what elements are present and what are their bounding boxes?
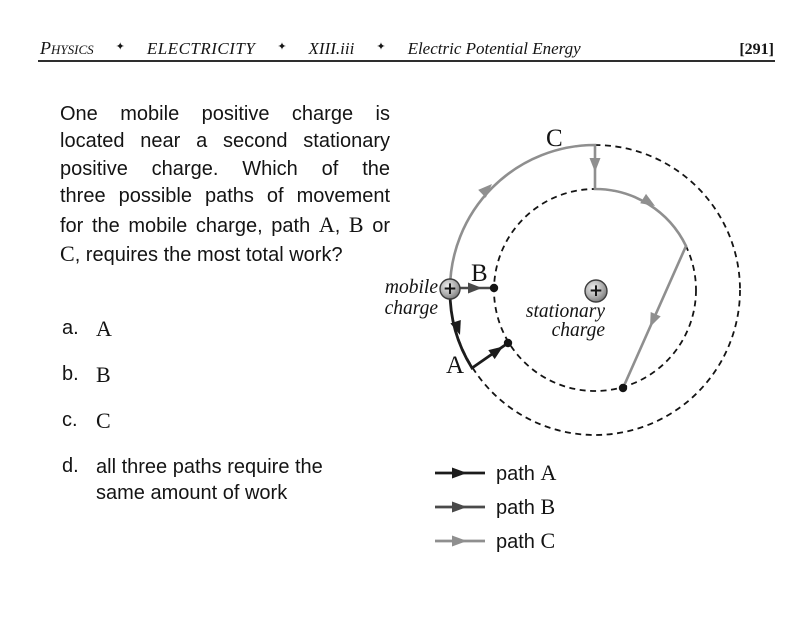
header-topic: Electric Potential Energy — [407, 39, 581, 58]
path-b-endpoint-dot — [490, 284, 498, 292]
diamond-separator-icon: ✦ — [115, 41, 125, 53]
legend-label: path B — [496, 494, 556, 519]
label-path-a: A — [446, 352, 465, 379]
question-line: for the mobile charge, path A, B or — [60, 211, 390, 237]
question-text — [60, 101, 390, 269]
path-c-arrowhead — [590, 158, 601, 172]
label-path-c: C — [546, 125, 563, 152]
mobile-charge-label — [385, 277, 439, 319]
question-line: positive charge. Which of the — [60, 157, 390, 180]
legend-arrow-icon — [434, 534, 486, 548]
legend-label: path C — [496, 528, 556, 553]
mobile-charge-icon — [440, 279, 460, 299]
question-line: C, requires the most total work? — [60, 241, 343, 267]
legend-item-path-a — [434, 456, 556, 490]
path-legend — [434, 456, 556, 558]
path-c-arrowhead — [650, 312, 661, 327]
stationary-charge-label — [526, 301, 605, 341]
options-list — [62, 316, 392, 525]
option-b — [62, 362, 392, 389]
diamond-separator-icon: ✦ — [376, 41, 386, 53]
option-text: C — [96, 408, 111, 433]
option-a — [62, 316, 392, 343]
diamond-separator-icon: ✦ — [277, 41, 287, 53]
question-line: three possible paths of movement — [60, 185, 390, 208]
svg-text:stationary: stationary — [525, 301, 605, 322]
question-line: One mobile positive charge is — [60, 103, 390, 125]
path-c-endpoint-dot — [619, 384, 627, 392]
stationary-charge-icon — [585, 280, 607, 302]
option-text: A — [96, 316, 112, 341]
svg-text:charge: charge — [551, 320, 605, 341]
legend-label: path A — [496, 460, 557, 485]
path-c-arrowhead — [640, 194, 655, 206]
plus-icon: + — [442, 279, 458, 299]
page-number: [291] — [739, 41, 774, 58]
legend-item-path-b — [434, 490, 556, 524]
option-letter: c. — [62, 409, 78, 431]
option-letter: a. — [62, 317, 79, 339]
header-unit: ELECTRICITY — [146, 39, 256, 58]
diagram — [378, 95, 790, 457]
page-header — [40, 38, 774, 59]
header-course: Physics — [40, 38, 94, 58]
svg-text:mobile: mobile — [384, 277, 438, 298]
svg-text:charge: charge — [384, 298, 438, 319]
legend-item-path-c — [434, 524, 556, 558]
option-letter: b. — [62, 363, 79, 385]
legend-arrow-icon — [434, 500, 486, 514]
plus-icon: + — [588, 281, 604, 301]
question-line: located near a second stationary — [60, 130, 390, 153]
option-letter: d. — [62, 455, 79, 477]
path-a-arrowhead — [488, 347, 503, 360]
legend-arrow-icon — [434, 466, 486, 480]
header-section: XIII.iii — [308, 39, 355, 58]
label-path-b: B — [471, 260, 488, 287]
header-rule — [38, 60, 775, 62]
path-a-endpoint-dot — [504, 339, 512, 347]
option-c — [62, 408, 392, 435]
option-text: all three paths require the same amount of work — [96, 456, 323, 504]
option-text: B — [96, 362, 111, 387]
option-d — [62, 454, 392, 506]
